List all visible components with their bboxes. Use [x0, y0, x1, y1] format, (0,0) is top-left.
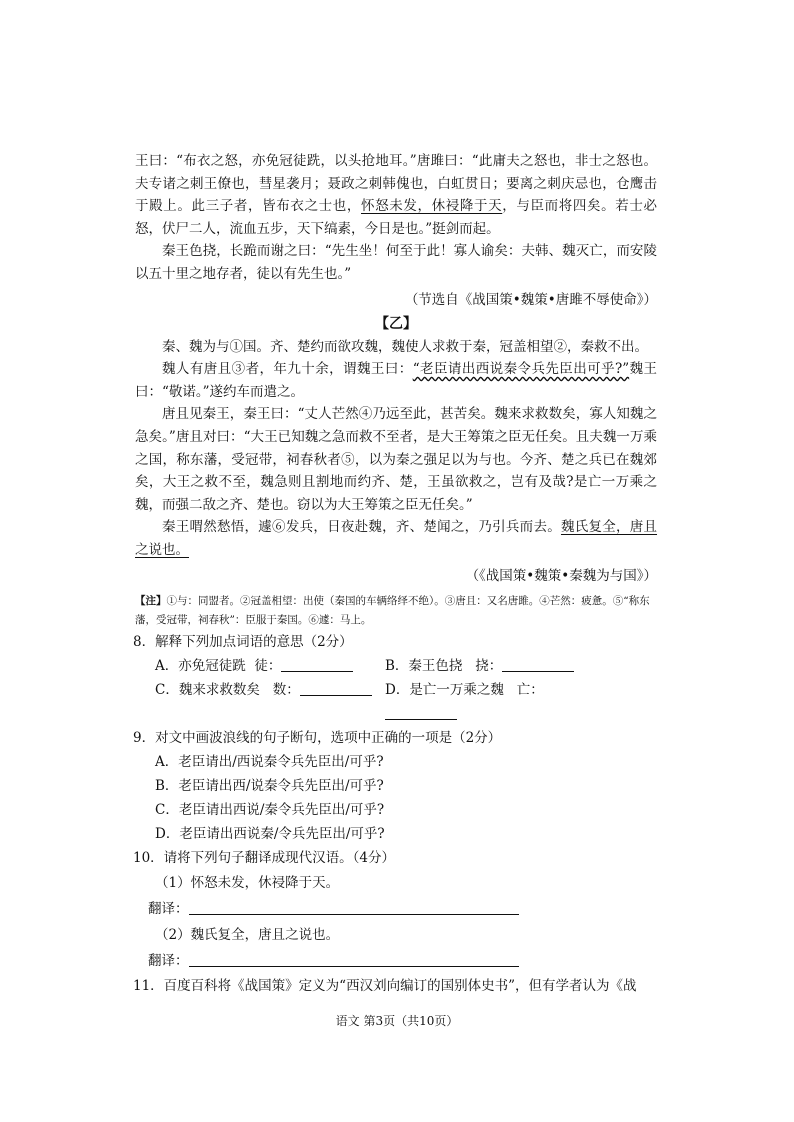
page-content	[135, 150, 657, 998]
question-8-row-1	[135, 654, 657, 678]
question-9-option-d[interactable]: D．老臣请出西说秦/令兵先臣出/可乎?	[155, 825, 385, 842]
question-9-option-a[interactable]: A．老臣请出/西说秦令兵先臣出/可乎?	[155, 753, 384, 770]
option-word-label: 挠：	[475, 657, 503, 674]
option-word-label: 亡：	[516, 681, 544, 698]
passage-jia-paragraph-1	[135, 150, 657, 240]
question-10-sentence-2: （2）魏氏复全，唐且之说也。	[155, 926, 340, 943]
question-10-sentence-1: （1）怀怒未发，休祲降于天。	[155, 874, 340, 891]
question-9-option-b[interactable]: B．老臣请出西/说秦令兵先臣出/可乎?	[155, 777, 384, 794]
question-8-title: 8．解释下列加点词语的意思（2分）	[133, 633, 353, 650]
option-word-label: 数：	[272, 681, 300, 698]
passage-yi-paragraph-3: 唐且见秦王，秦王曰：“丈人芒然④乃远至此，甚苦矣。魏来求救数矣，寡人知魏之急矣。”唐且对曰：“大王已知魏之急而救不至者，是大王筹策之臣无任矣。且夫魏一万乘之国，称东藩，受冠带，祠春秋者⑤，以为秦之强足以为与也。今齐、楚之兵已在魏郊矣，大王之救不至，魏急则且割地而约齐、楚，王虽欲救之，岂有及哉?是亡一万乘之魏，而强二敌之齐、楚也。窃以为大王筹策之臣无任矣。”	[135, 406, 657, 513]
annotation-notes	[135, 592, 657, 630]
answer-blank[interactable]	[502, 656, 574, 672]
text-segment: ，与臣而将四矣。若士必怒，伏尸二人，流血五步，天下缟素，今日是也。”挺剑而起。	[135, 198, 657, 237]
question-9-title: 9．对文中画波浪线的句子断句，选项中正确的一项是（2分）	[133, 729, 502, 746]
passage-jia-paragraph-2: 秦王色挠，长跪而谢之曰：“先生坐！何至于此！寡人谕矣：夫韩、魏灭亡，而安陵以五十里之地存者，徒以有先生也。”	[135, 243, 657, 282]
question-8-option-a	[155, 654, 385, 678]
passage-jia-source: （节选自《战国策•魏策•唐雎不辱使命》）	[404, 291, 657, 308]
question-8-option-c	[155, 678, 385, 726]
question-10-translation-2	[135, 948, 657, 974]
page-footer: 语文 第3页（共10页）	[335, 1014, 459, 1028]
text-segment: 魏王曰：“敬诺。”遂约车而遣之。	[135, 361, 658, 400]
passage-yi-heading: 【乙】	[375, 315, 417, 332]
text-segment: 王曰：“布衣之怒，亦免冠徒跣，以头抢地耳。”唐雎曰：“此庸夫之怒也，非士之怒也。夫专诸之刺王僚也，彗星袭月；聂政之刺韩傀也，白虹贯日；要离之刺庆忌也，仓鹰击于殿上。此三子者，皆布衣之士也，	[135, 153, 657, 215]
question-8-row-2	[135, 678, 657, 726]
text-segment: 秦王喟然愁悟，遽⑥发兵，日夜赴魏，齐、楚闻之，乃引兵而去。	[162, 519, 561, 536]
option-text: C．魏来求救数矣	[155, 681, 260, 698]
text-segment: 魏人有唐且③者，年九十余，谓魏王曰：	[162, 361, 413, 378]
question-10-translation-1	[135, 896, 657, 922]
question-10	[135, 846, 657, 974]
question-8-option-b	[385, 654, 615, 678]
question-9-option-c[interactable]: C．老臣请出西说/秦令兵先臣出/可乎?	[155, 801, 385, 818]
notes-label: 【注】	[135, 594, 167, 607]
underlined-sentence: 怀怒未发，休祲降于天	[361, 198, 503, 215]
wavy-underlined-sentence: “老臣请出西说秦令兵先臣出可乎?”	[412, 361, 630, 378]
translation-answer-line[interactable]	[189, 899, 519, 915]
translate-label: 翻译：	[148, 900, 189, 917]
answer-blank[interactable]	[385, 704, 457, 720]
option-text: D．是亡一万乘之魏	[385, 681, 504, 698]
passage-yi-paragraph-4	[135, 516, 657, 561]
option-word-label: 徒：	[254, 657, 282, 674]
question-8	[135, 630, 657, 726]
answer-blank[interactable]	[281, 656, 353, 672]
question-11-title: 11．百度百科将《战国策》定义为“西汉刘向编订的国别体史书”，但有学者认为《战	[133, 977, 637, 994]
underlined-sentence: 魏氏复全，唐且之说也。	[135, 519, 658, 558]
passage-yi-paragraph-2	[135, 358, 657, 403]
question-10-title: 10．请将下列句子翻译成现代汉语。（4分）	[133, 849, 396, 866]
translation-answer-line[interactable]	[189, 951, 519, 967]
option-text: B．秦王色挠	[385, 657, 463, 674]
passage-yi-paragraph-1: 秦、魏为与①国。齐、楚约而欲攻魏，魏使人求救于秦，冠盖相望②，秦救不出。	[162, 338, 648, 355]
option-text: A．亦免冠徒跣	[155, 657, 246, 674]
passage-yi-source: （《战国策•魏策•秦魏为与国》）	[465, 567, 657, 584]
translate-label: 翻译：	[148, 952, 189, 969]
answer-blank[interactable]	[300, 680, 372, 696]
question-9	[135, 726, 657, 846]
question-8-option-d	[385, 678, 615, 726]
notes-text: ①与：同盟者。②冠盖相望：出使（秦国的车辆络绎不绝）。③唐且：又名唐雎。④芒然：疲惫。⑤“称东藩，受冠带，祠春秋”：臣服于秦国。⑥遽：马上。	[135, 594, 650, 626]
